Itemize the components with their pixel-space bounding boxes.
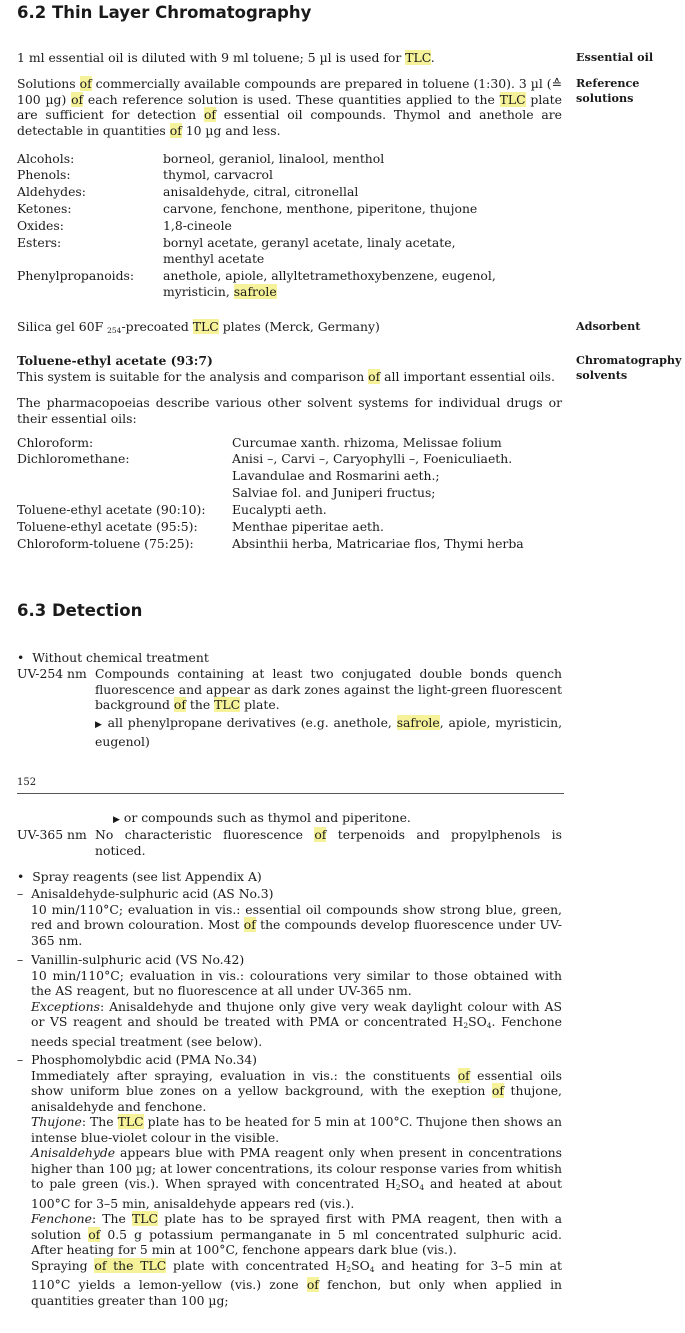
bullet-icon: • xyxy=(17,650,33,665)
reagent-vs-title: – Vanillin-sulphuric acid (VS No.42) xyxy=(17,952,245,967)
solvent-system-list xyxy=(17,435,562,555)
system-value: Absinthii herba, Matricariae flos, Thymi herba xyxy=(232,536,524,551)
anisaldehyde-note: Anisaldehyde appears blue with PMA reagent only when present in concentrations higher than 100 µg; at lower concentrations, its colour response varies from whitish to pale green (vis.). When sprayed with concentrated $H_2SO_4$ and heated at about 100°C for 3–5 min, anisaldehyde appears red (vis.). xyxy=(31,1145,562,1211)
pharmacopoeia-paragraph: The pharmacopoeias describe various other solvent systems for individual drugs or their essential oils: xyxy=(17,395,562,426)
uv365-label: UV-365 nm xyxy=(17,827,87,842)
system-value: Eucalypti aeth. xyxy=(232,502,327,517)
reagent-as-text: 10 min/110°C; evaluation in vis.: essential oil compounds show strong blue, green, red and brown colouration. Most of the compounds develop fluorescence under UV-365 nm. xyxy=(31,901,562,948)
uv365-text: No characteristic fluorescence of terpenoids and propylphenols is noticed. xyxy=(95,827,562,858)
section-heading-6-2: 6.2 Thin Layer Chromatography xyxy=(17,3,312,22)
reference-solutions-paragraph: Solutions of commercially available compounds are prepared in toluene (1:30). 3 µl (≙ 100 µg) of each reference solution is used. These quantities applied to the TLC plate are sufficient for detection of essential oil compounds. Thymol and anethole are detectable in quantities of 10 µg and less. xyxy=(17,76,562,138)
solvent-title: Toluene-ethyl acetate (93:7) xyxy=(17,353,213,368)
system-key: Chloroform: xyxy=(17,435,94,450)
system-key: Toluene-ethyl acetate (90:10): xyxy=(17,502,206,517)
class-value: bornyl acetate, geranyl acetate, linaly acetate, menthyl acetate xyxy=(163,235,456,266)
continuation-arrow-item: ▶ or compounds such as thymol and piperitone. xyxy=(113,810,411,825)
reagent-pma xyxy=(17,1052,562,1308)
reagent-as xyxy=(17,886,562,948)
class-value: 1,8-cineole xyxy=(163,218,232,233)
class-key: Oxides: xyxy=(17,218,64,233)
solvent-description: This system is suitable for the analysis and comparison of all important essential oils. xyxy=(17,369,555,384)
reagent-vs-text: 10 min/110°C; evaluation in vis.: colourations very similar to those obtained with the AS reagent, but no fluorescence at all under UV-365 nm. xyxy=(31,967,562,998)
system-value: Menthae piperitae aeth. xyxy=(232,519,384,534)
system-value: Lavandulae and Rosmarini aeth.; xyxy=(232,468,440,483)
arrow-right-icon: ▶ xyxy=(95,720,103,730)
bullet-without-treatment: • Without chemical treatment xyxy=(17,650,209,665)
uv254-arrow-item: ▶ all phenylpropane derivatives (e.g. anethole, safrole, apiole, myristicin, eugenol) xyxy=(95,715,563,749)
system-value: Anisi –, Carvi –, Caryophylli –, Foeniculiaeth. xyxy=(232,451,513,466)
margin-label-reference-solutions: Reference solutions xyxy=(576,76,640,105)
bullet-spray-reagents: • Spray reagents (see list Appendix A) xyxy=(17,869,262,884)
reagent-pma-title: – Phosphomolybdic acid (PMA No.34) xyxy=(17,1052,257,1067)
essential-oil-paragraph: 1 ml essential oil is diluted with 9 ml toluene; 5 µl is used for TLC. xyxy=(17,50,435,65)
reagent-as-title: – Anisaldehyde-sulphuric acid (AS No.3) xyxy=(17,886,274,901)
reagent-pma-text: Immediately after spraying, evaluation in vis.: the constituents of essential oils show uniform blue zones on a yellow background, with the exeption of thujone, anisaldehyde and fenchone. xyxy=(31,1067,562,1114)
class-value: carvone, fenchone, menthone, piperitone, thujone xyxy=(163,201,478,216)
class-key: Ketones: xyxy=(17,201,72,216)
spraying-note: Spraying of the TLC plate with concentrated $H_2SO_4$ and heating for 3–5 min at 110°C yields a lemon-yellow (vis.) zone of fenchon, but only when applied in quantities greater than 100 µg; xyxy=(31,1257,563,1308)
system-value: Curcumae xanth. rhizoma, Melissae folium xyxy=(232,435,502,450)
system-key: Chloroform-toluene (75:25): xyxy=(17,536,194,551)
reagent-vs xyxy=(17,952,562,1049)
page-divider xyxy=(17,793,564,794)
margin-label-chromatography-solvents: Chromatography solvents xyxy=(576,353,682,382)
thujone-note: Thujone: The TLC plate has to be heated for 5 min at 100°C. Thujone then shows an intense blue-violet colour in the visible. xyxy=(31,1114,562,1145)
margin-label-adsorbent: Adsorbent xyxy=(576,319,641,333)
margin-label-essential-oil: Essential oil xyxy=(576,50,654,64)
fenchone-note: Fenchone: The TLC plate has to be sprayed first with PMA reagent, then with a solution of 0.5 g potassium permanganate in 5 ml concentrated sulphuric acid. After heating for 5 min at 100°C, fenchone appears dark blue (vis.). xyxy=(31,1211,563,1257)
bullet-icon: • xyxy=(17,869,33,884)
page-number: 152 xyxy=(17,777,37,788)
class-value: anisaldehyde, citral, citronellal xyxy=(163,184,359,199)
section-heading-6-3: 6.3 Detection xyxy=(17,601,143,620)
class-key: Alcohols: xyxy=(17,151,75,166)
uv254-text: Compounds containing at least two conjugated double bonds quench fluorescence and appear as dark zones against the light-green fluorescent background of the TLC plate. xyxy=(95,666,562,712)
class-key: Phenols: xyxy=(17,167,71,182)
system-value: Salviae fol. and Juniperi fructus; xyxy=(232,485,436,500)
class-value: anethole, apiole, allyltetramethoxybenzene, eugenol, myristicin, safrole xyxy=(163,268,496,299)
reagent-vs-exceptions: Exceptions: Anisaldehyde and thujone only give very weak daylight colour with AS or VS reagent and should be treated with PMA or concentrated $H_2SO_4$. Fenchone needs special treatment (see below). xyxy=(31,998,562,1049)
uv254-label: UV-254 nm xyxy=(17,666,87,681)
arrow-right-icon: ▶ xyxy=(113,815,120,825)
class-key: Phenylpropanoids: xyxy=(17,268,135,283)
class-value: borneol, geraniol, linalool, menthol xyxy=(163,151,385,166)
adsorbent-paragraph: Silica gel 60F $_{254}$-precoated TLC plates (Merck, Germany) xyxy=(17,319,380,335)
system-key: Toluene-ethyl acetate (95:5): xyxy=(17,519,198,534)
class-key: Aldehydes: xyxy=(17,184,86,199)
class-value: thymol, carvacrol xyxy=(163,167,273,182)
system-key: Dichloromethane: xyxy=(17,451,130,466)
class-key: Esters: xyxy=(17,235,62,250)
compound-class-list xyxy=(17,151,562,311)
